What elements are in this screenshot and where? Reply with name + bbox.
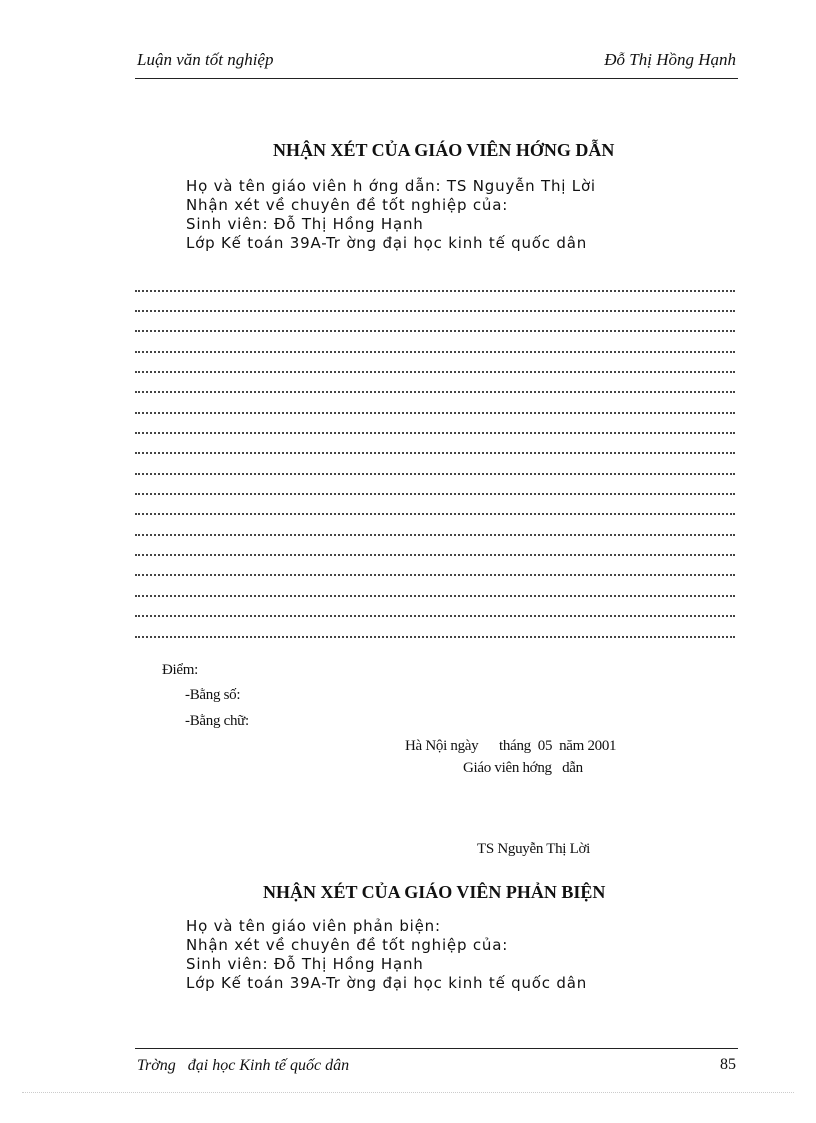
dotted-line: [135, 513, 735, 515]
section2-title: NHẬN XÉT CỦA GIÁO VIÊN PHẢN BIỆN: [263, 882, 606, 902]
dotted-line: [135, 432, 735, 434]
dotted-line: [135, 595, 735, 597]
reviewer-name-line: Họ và tên giáo viên phản biện:: [186, 917, 441, 935]
topic-comment-line: Nhận xét về chuyên đề tốt nghiệp của:: [186, 936, 509, 954]
dotted-line: [135, 351, 735, 353]
dotted-line: [135, 310, 735, 312]
score-by-words: -Bằng chữ:: [185, 713, 249, 729]
dotted-line: [135, 493, 735, 495]
advisor-name-line: Họ và tên giáo viên h ớng dẫn: TS Nguyễn Thị Lời: [186, 177, 596, 195]
dotted-line: [135, 391, 735, 393]
dotted-line: [135, 452, 735, 454]
dotted-line: [135, 554, 735, 556]
running-header-left: Luận văn tốt nghiệp: [137, 50, 274, 69]
section2-info: [186, 917, 587, 993]
dotted-line: [135, 636, 735, 638]
student-line: Sinh viên: Đỗ Thị Hồng Hạnh: [186, 955, 424, 973]
class-line: Lớp Kế toán 39A-Tr ờng đại học kinh tế quốc dân: [186, 974, 588, 992]
dotted-line: [135, 371, 735, 373]
dotted-line: [135, 330, 735, 332]
signature-role: Giáo viên hớng dẫn: [463, 760, 583, 776]
running-header-right: Đỗ Thị Hồng Hạnh: [604, 50, 736, 69]
score-by-number: -Bằng số:: [185, 687, 241, 703]
dotted-line: [135, 473, 735, 475]
section1-title: NHẬN XÉT CỦA GIÁO VIÊN HỚNG DẪN: [273, 140, 615, 160]
signature-name: TS Nguyễn Thị Lời: [477, 841, 590, 857]
header-rule: [135, 78, 738, 79]
page-edge: [22, 1092, 794, 1093]
topic-comment-line: Nhận xét về chuyên đề tốt nghiệp của:: [186, 196, 509, 214]
dotted-line: [135, 574, 735, 576]
footer-rule: [135, 1048, 738, 1049]
dotted-line: [135, 615, 735, 617]
section1-info: [186, 177, 596, 253]
class-line: Lớp Kế toán 39A-Tr ờng đại học kinh tế quốc dân: [186, 234, 588, 252]
page-number: 85: [720, 1056, 736, 1073]
dotted-line: [135, 534, 735, 536]
dotted-line: [135, 290, 735, 292]
dotted-line: [135, 412, 735, 414]
running-footer-left: Trờng đại học Kinh tế quốc dân: [137, 1057, 350, 1074]
score-label: Điểm:: [162, 662, 198, 678]
student-line: Sinh viên: Đỗ Thị Hồng Hạnh: [186, 215, 424, 233]
signature-date: Hà Nội ngày tháng 05 năm 2001: [405, 738, 617, 754]
